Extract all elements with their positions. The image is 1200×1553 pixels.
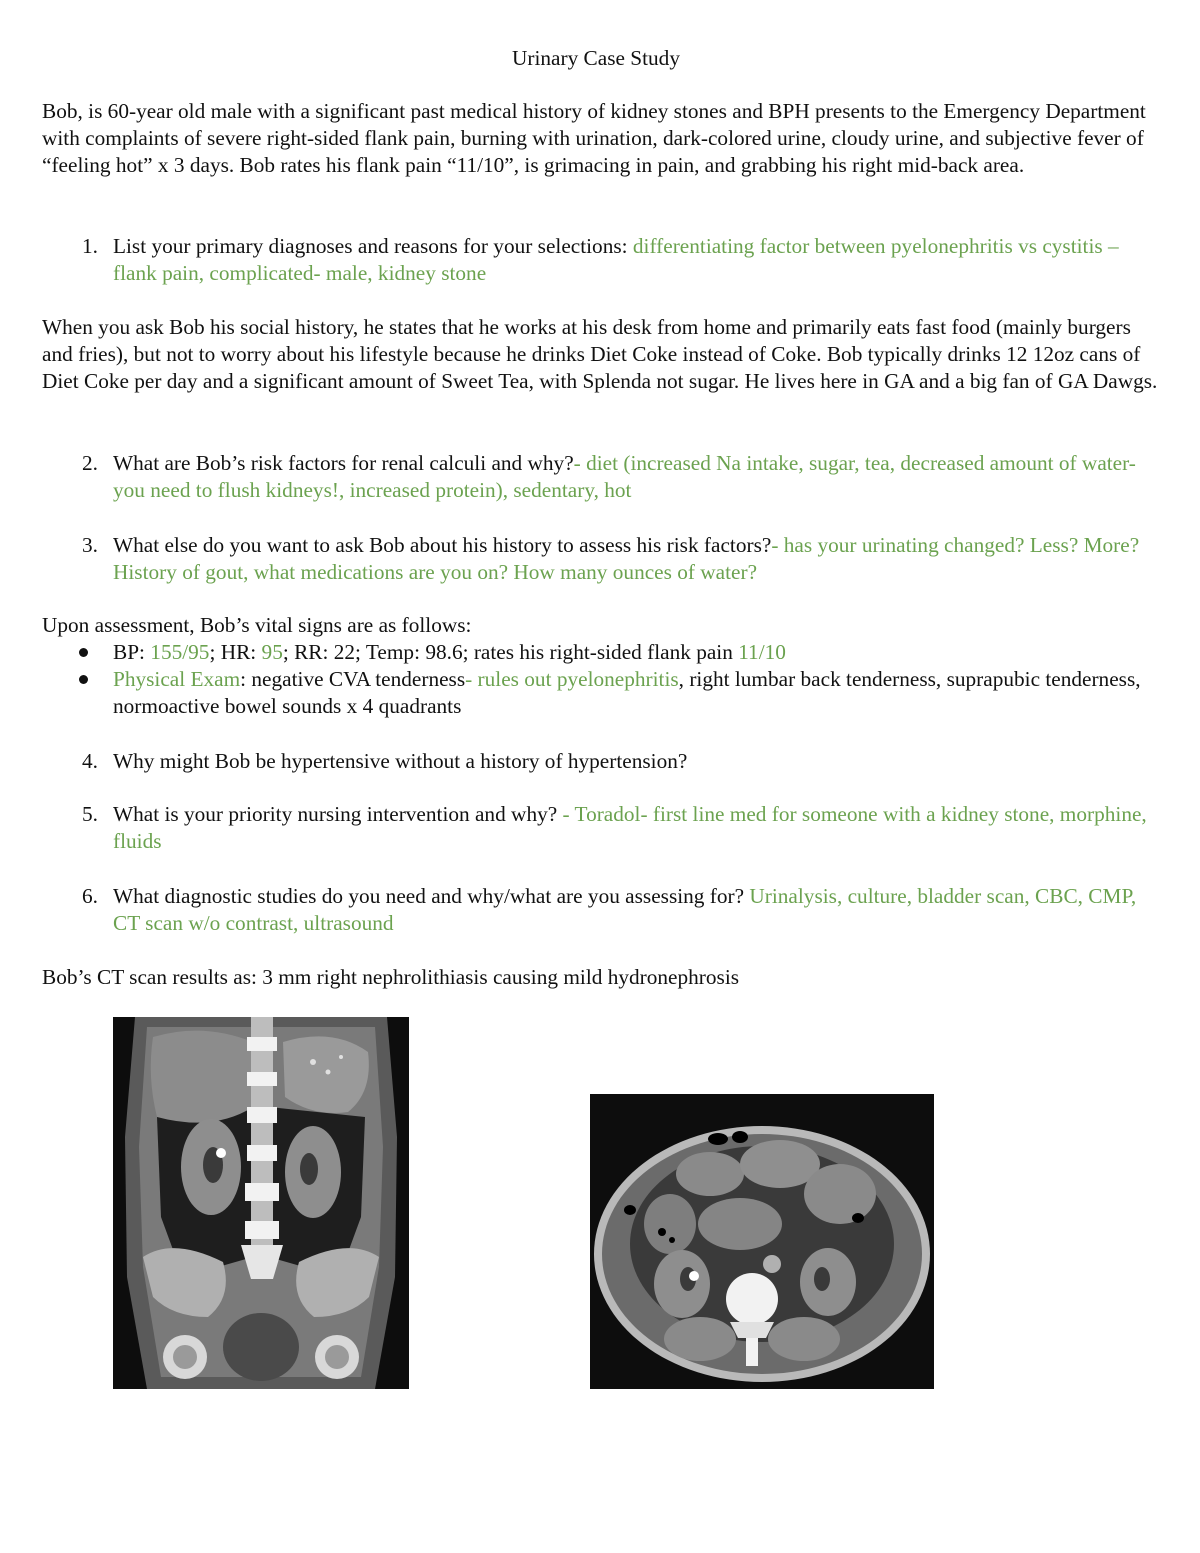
hr-label: ; HR: — [209, 640, 262, 664]
exam-finding-rest: , right lumbar back tenderness, suprapubic tenderness, normoactive bowel sounds x 4 quadrants — [113, 667, 1141, 718]
question-prompt: Why might Bob be hypertensive without a history of hypertension? — [113, 749, 688, 773]
exam-label: Physical Exam — [113, 667, 241, 691]
answer-text: - diet (increased Na intake, sugar, tea, decreased amount of water- you need to flush kidneys!, increased protein), sedentary, hot — [113, 451, 1136, 502]
question-text — [113, 450, 1159, 504]
exam-note: - rules out pyelonephritis — [465, 667, 679, 691]
ct-result-text: Bob’s CT scan results as: 3 mm right nephrolithiasis causing mild hydronephrosis — [42, 965, 740, 989]
answer-text: - has your urinating changed? Less? More? History of gout, what medications are you on? How many ounces of water? — [113, 533, 1140, 584]
bullet-dot-icon — [79, 675, 88, 684]
bullet-dot-icon — [79, 648, 88, 657]
ct-coronal-image — [113, 1017, 409, 1389]
question-text — [113, 233, 1159, 287]
vitals-intro: Upon assessment, Bob’s vital signs are as follows: — [42, 613, 472, 637]
question-number: 1. — [82, 234, 98, 258]
exam-finding: : negative CVA tenderness — [240, 667, 466, 691]
answer-text: Urinalysis, culture, bladder scan, CBC, CMP, CT scan w/o contrast, ultrasound — [113, 884, 1137, 935]
bp-label: BP: — [113, 640, 151, 664]
question-number: 2. — [82, 451, 98, 475]
question-number: 5. — [82, 802, 98, 826]
question-prompt: What is your priority nursing intervention and why? — [113, 802, 563, 826]
question-prompt: What are Bob’s risk factors for renal calculi and why? — [113, 451, 574, 475]
question-text — [113, 748, 1159, 775]
vitals-rest: ; RR: 22; Temp: 98.6; rates his right-sided flank pain — [282, 640, 739, 664]
question-number: 3. — [82, 533, 98, 557]
question-text — [113, 532, 1159, 586]
question-prompt: List your primary diagnoses and reasons for your selections: — [113, 234, 633, 258]
exam-text — [113, 666, 1159, 720]
document-title: Urinary Case Study — [512, 46, 680, 70]
question-prompt: What else do you want to ask Bob about his history to assess his risk factors? — [113, 533, 772, 557]
question-prompt: What diagnostic studies do you need and why/what are you assessing for? — [113, 884, 750, 908]
bp-value: 155/95 — [150, 640, 210, 664]
answer-text: differentiating factor between pyelonephritis vs cystitis – flank pain, complicated- male, kidney stone — [113, 234, 1119, 285]
hr-value: 95 — [261, 640, 283, 664]
vitals-text — [113, 639, 1159, 666]
answer-text: - Toradol- first line med for someone with a kidney stone, morphine, fluids — [113, 802, 1147, 853]
question-text — [113, 883, 1159, 937]
question-text — [113, 801, 1159, 855]
social-history-paragraph: When you ask Bob his social history, he states that he works at his desk from home and primarily eats fast food (mainly burgers and fries), but not to worry about his lifestyle because he drinks Diet Coke instead of Coke. Bob typically drinks 12 12oz cans of Diet Coke per day and a significant amount of Sweet Tea, with Splenda not sugar. He lives here in GA and a big fan of GA Dawgs. — [42, 315, 1158, 393]
question-number: 6. — [82, 884, 98, 908]
ct-axial-image — [590, 1094, 934, 1389]
pain-value: 11/10 — [738, 640, 786, 664]
question-number: 4. — [82, 749, 98, 773]
case-intro-paragraph: Bob, is 60-year old male with a significant past medical history of kidney stones and BPH presents to the Emergency Department with complaints of severe right-sided flank pain, burning with urination, dark-colored urine, cloudy urine, and subjective fever of “feeling hot” x 3 days. Bob rates his flank pain “11/10”, is grimacing in pain, and grabbing his right mid-back area. — [42, 99, 1146, 177]
